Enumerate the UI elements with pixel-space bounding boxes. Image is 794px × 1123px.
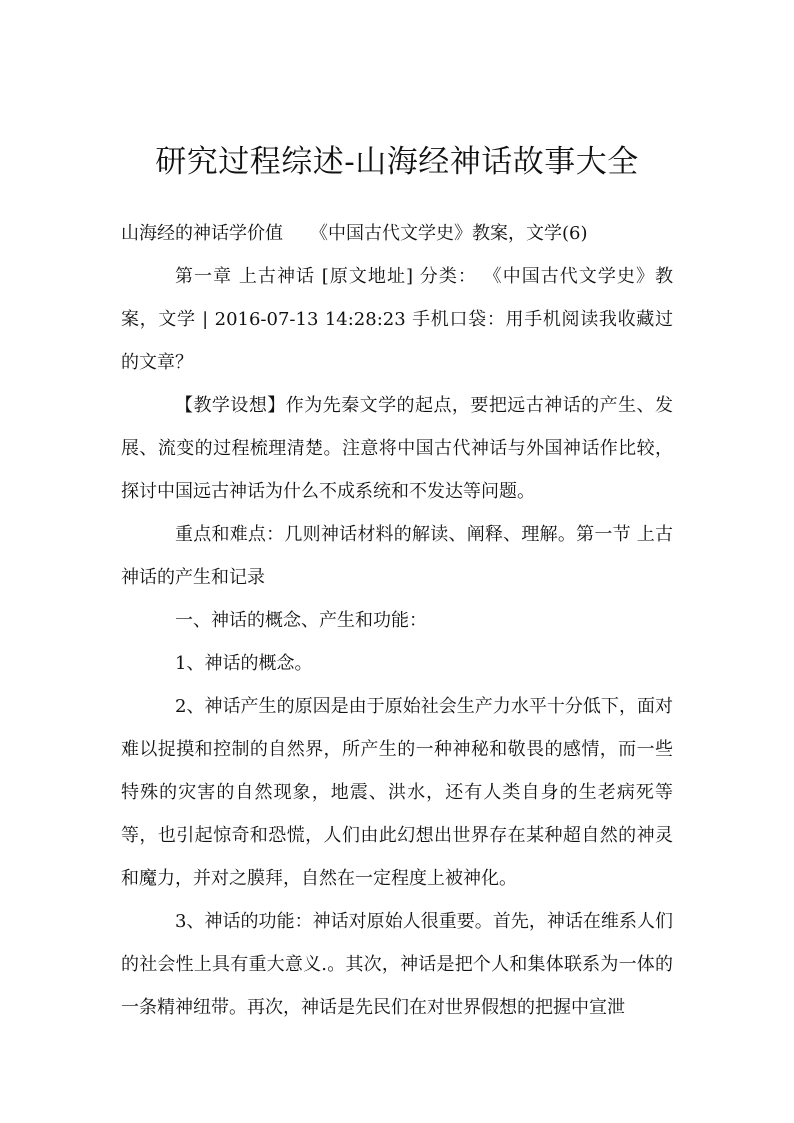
- paragraph-key-points: 重点和难点：几则神话材料的解读、阐释、理解。第一节 上古神话的产生和记录: [121, 524, 673, 588]
- document-title: 研究过程综述-山海经神话故事大全: [155, 144, 639, 180]
- paragraph-item-two: 2、神话产生的原因是由于原始社会生产力水平十分低下，面对难以捉摸和控制的自然界，所产生的一种神秘和敬畏的感情，而一些特殊的灾害的自然现象，地震、洪水，还有人类自身的生老病死等等，也引起惊奇和恐慌，人们由此幻想出世界存在某种超自然的神灵和魔力，并对之膜拜，自然在一定程度上被神化。: [121, 696, 673, 889]
- paragraph-chapter-heading: 第一章 上古神话 [原文地址] 分类： 《中国古代文学史》教案，文学 | 2016-07-13 14:28:23 手机口袋：用手机阅读我收藏过的文章？: [121, 266, 673, 373]
- document-body: [121, 212, 673, 1029]
- paragraph-intro: 山海经的神话学价值 《中国古代文学史》教案，文学(6): [121, 223, 588, 244]
- paragraph-teaching-plan: 【教学设想】作为先秦文学的起点，要把远古神话的产生、发展、流变的过程梳理清楚。注意将中国古代神话与外国神话作比较，探讨中国远古神话为什么不成系统和不发达等问题。: [121, 395, 673, 502]
- paragraph-item-three: 3、神话的功能：神话对原始人很重要。首先，神话在维系人们的社会性上具有重大意义.。其次，神话是把个人和集体联系为一体的一条精神纽带。再次，神话是先民们在对世界假想的把握中宣泄: [121, 911, 673, 1018]
- paragraph-section-one: 一、神话的概念、产生和功能：: [175, 610, 427, 631]
- paragraph-item-one: 1、神话的概念。: [175, 653, 313, 674]
